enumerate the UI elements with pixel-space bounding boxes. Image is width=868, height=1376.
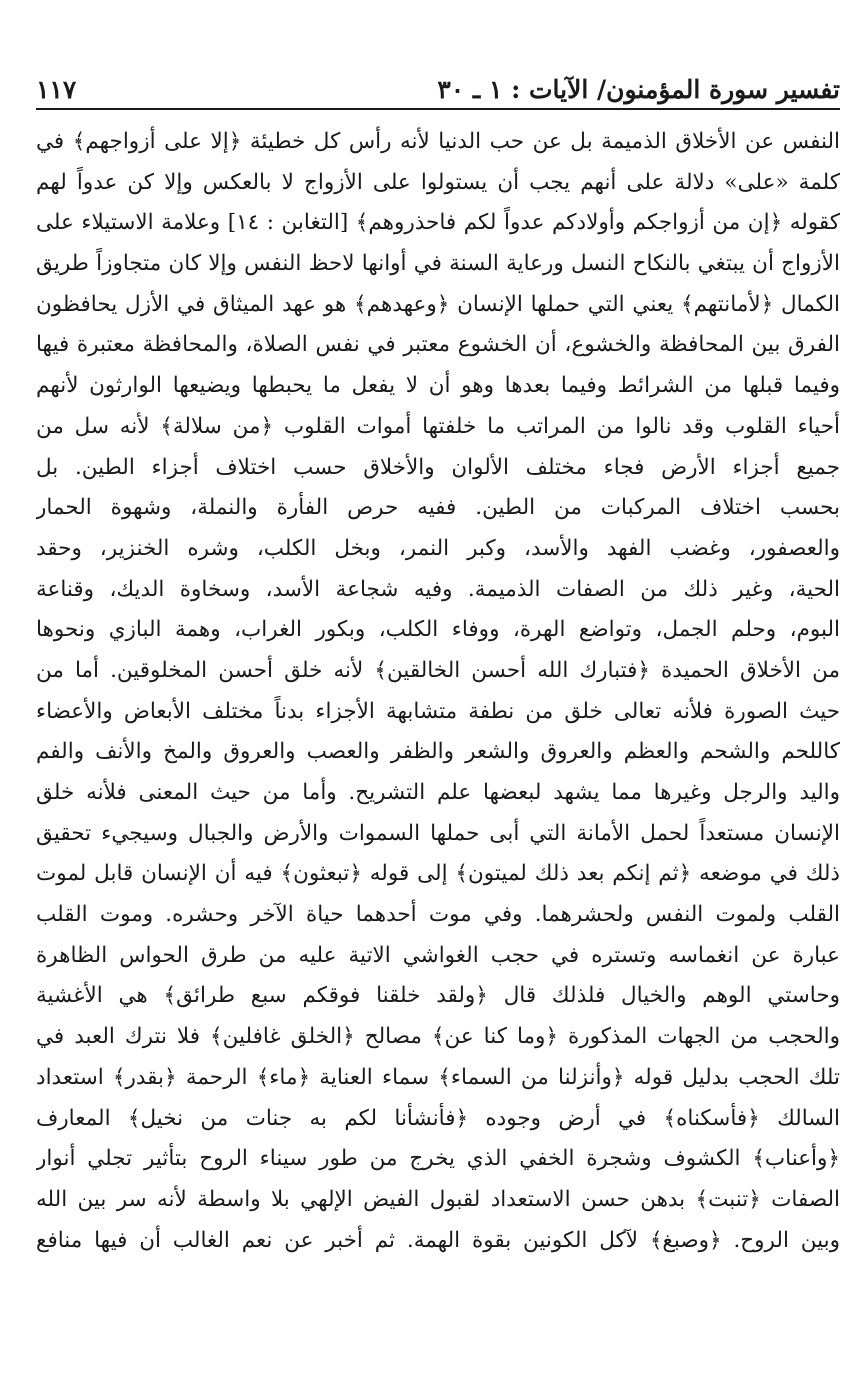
- text-line: ﴿وأعناب﴾ الكشوف وشجرة الخفي الذي يخرج من طور سيناء الروح بتأثير تجلي أنوار: [36, 1146, 840, 1172]
- text-line: وبين الروح. ﴿وصبغ﴾ لآكل الكونين بقوة الهمة. ثم أخبر عن نعم الغالب أن فيها منافع: [36, 1227, 840, 1253]
- text-line: وحاستي الوهم والخيال فلذلك قال ﴿ولقد خلقنا فوقكم سبع طرائق﴾ هي الأغشية: [36, 983, 840, 1009]
- text-line: الإنسان مستعداً لحمل الأمانة التي أبى حملها السموات والأرض والجبال وسيجيء تحقيق: [36, 820, 840, 846]
- text-line: الفرق بين المحافظة والخشوع، أن الخشوع معتبر في نفس الصلاة، والمحافظة معتبرة فيها: [36, 332, 840, 358]
- running-title: تفسير سورة المؤمنون/ الآيات : ١ ـ ٣٠: [437, 75, 840, 104]
- running-head: [36, 64, 840, 110]
- text-line: تلك الحجب بدليل قوله ﴿وأنزلنا من السماء﴾ سماء العناية ﴿ماء﴾ الرحمة ﴿بقدر﴾ استعداد: [36, 1064, 840, 1090]
- text-line: أحياء القلوب وقد نالوا من المراتب ما خلفتها أموات القلوب ﴿من سلالة﴾ لأنه سل من: [36, 413, 840, 439]
- body-text: [36, 122, 840, 1261]
- text-line: واليد والرجل وغيرها مما يشهد لبعضها علم التشريح. وأما من حيث المعنى فلأنه خلق: [36, 780, 840, 805]
- text-line: بحسب اختلاف المركبات من الطين. ففيه حرص الفأرة والنملة، وشهوة الحمار: [36, 495, 840, 521]
- text-line: النفس عن الأخلاق الذميمة بل عن حب الدنيا لأنه رأس كل خطيئة ﴿إلا على أزواجهم﴾ في: [36, 129, 840, 154]
- text-line: كقوله ﴿إن من أزواجكم وأولادكم عدواً لكم فاحذروهم﴾ [التغابن : ١٤] وعلامة الاستيلاء على: [36, 210, 840, 236]
- text-line: الأزواج أن يبتغي بالنكاح النسل ورعاية السنة في أوانها لاحظ النفس وإلا كان متجاوزاً طريق: [36, 251, 840, 277]
- text-line: حيث الصورة فلأنه تعالى خلق من نطفة متشابهة الأجزاء بدناً مختلف الأبعاض والأعضاء: [36, 698, 840, 724]
- text-line: السالك ﴿فأسكناه﴾ في أرض وجوده ﴿فأنشأنا لكم به جنات من نخيل﴾ المعارف: [36, 1105, 840, 1131]
- text-line: عبارة عن انغماسه وتستره في حجب الغواشي الاتية عليه من طرق الحواس الظاهرة: [36, 942, 840, 968]
- text-line: كلمة «على» دلالة على أنهم يجب أن يستولوا على الأزواج لا بالعكس وإلا كن عدواً لهم: [36, 169, 840, 195]
- text-line: والحجب من الجهات المذكورة ﴿وما كنا عن﴾ مصالح ﴿الخلق غافلين﴾ فلا نترك العبد في: [36, 1024, 840, 1050]
- text-line: جميع أجزاء الأرض فجاء مختلف الألوان والأخلاق حسب اختلاف أجزاء الطين. بل: [36, 454, 840, 480]
- text-line: والعصفور، وغضب الفهد والأسد، وكبر النمر، وبخل الكلب، وشره الخنزير، وحقد: [36, 535, 840, 561]
- text-line: الصفات ﴿تنبت﴾ بدهن حسن الاستعداد لقبول الفيض الإلهي بلا واسطة لأنه سر بين الله: [36, 1186, 840, 1212]
- text-line: القلب ولموت النفس ولحشرهما. وفي موت أحدهما حياة الآخر وحشره. وموت القلب: [36, 902, 840, 928]
- text-line: الحية، وغير ذلك من الصفات الذميمة. وفيه شجاعة الأسد، وسخاوة الديك، وقناعة: [36, 576, 840, 602]
- page-number: ١١٧: [36, 75, 77, 104]
- text-line: البوم، وحلم الجمل، وتواضع الهرة، ووفاء الكلب، وبكور الغراب، وهمة البازي ونحوها: [36, 617, 840, 643]
- text-line: الكمال ﴿لأمانتهم﴾ يعني التي حملها الإنسان ﴿وعهدهم﴾ هو عهد الميثاق في الأزل يحافظون: [36, 291, 840, 317]
- text-line: ذلك في موضعه ﴿ثم إنكم بعد ذلك لميتون﴾ إلى قوله ﴿تبعثون﴾ فيه أن الإنسان قابل لموت: [36, 861, 840, 887]
- text-line: من الأخلاق الحميدة ﴿فتبارك الله أحسن الخالقين﴾ لأنه خلق أحسن المخلوقين. أما من: [36, 657, 840, 683]
- text-line: وفيما قبلها من الشرائط وفيما بعدها وهو أن لا يفعل ما يحبطها ويضيعها الوارثون لأنهم: [36, 373, 840, 399]
- text-line: كاللحم والشحم والعظم والعروق والشعر والظفر والعصب والعروق والمخ والأنف والفم: [36, 739, 840, 765]
